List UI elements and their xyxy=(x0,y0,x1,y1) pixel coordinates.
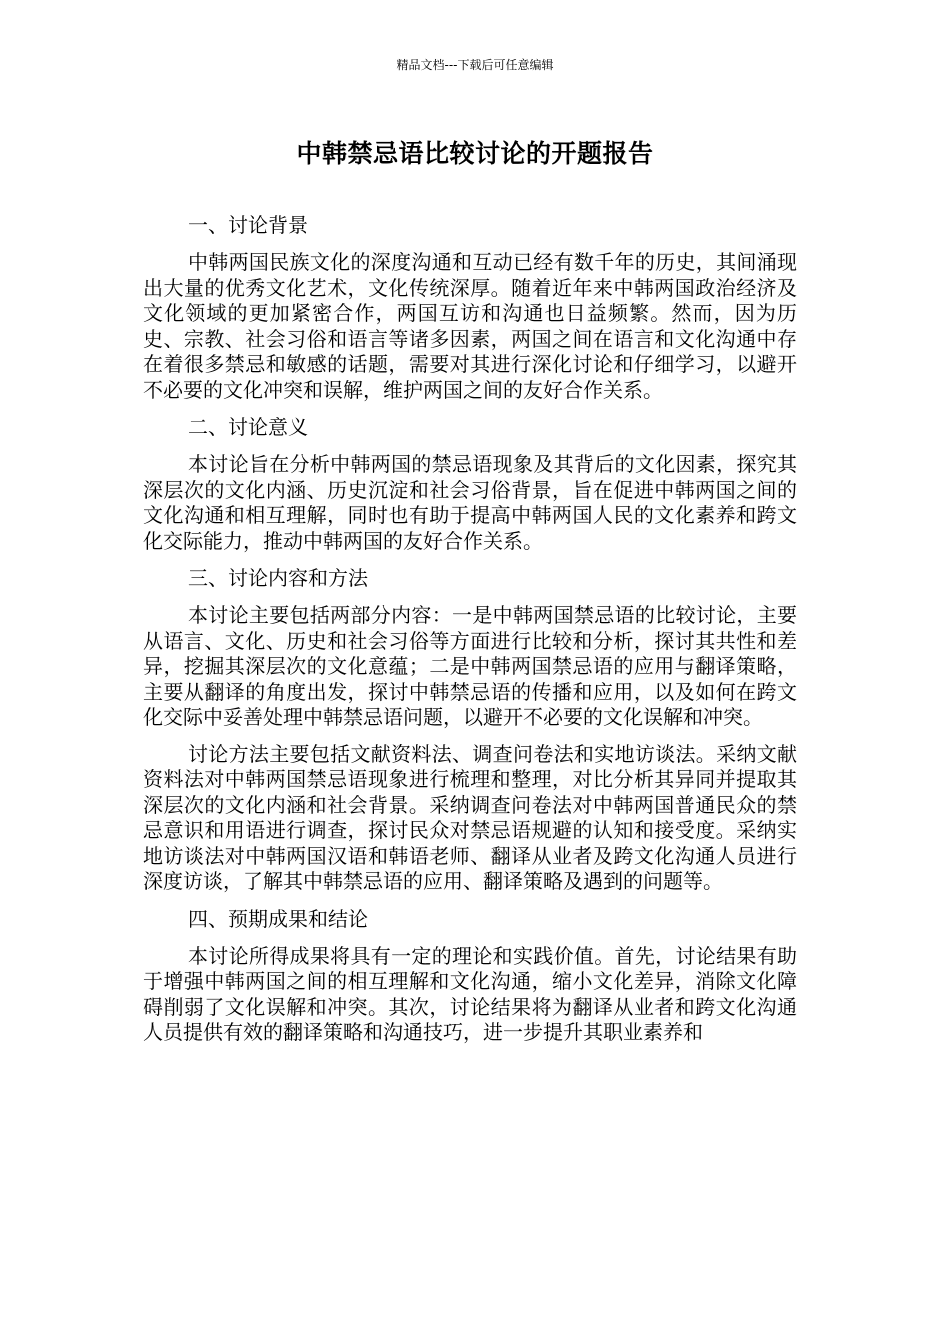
document-title: 中韩禁忌语比较讨论的开题报告 xyxy=(296,139,654,168)
document-body xyxy=(143,212,797,1046)
section-heading-expected-results: 四、预期成果和结论 xyxy=(188,906,368,931)
paragraph-methods: 讨论方法主要包括文献资料法、调查问卷法和实地访谈法。采纳文献资料法对中韩两国禁忌语现象进行梳理和整理，对比分析其异同并提取其深层次的文化内涵和社会背景。采纳调查问卷法对中韩两国普通民众的禁忌意识和用语进行调查，探讨民众对禁忌语规避的认知和接受度。采纳实地访谈法对中韩两国汉语和韩语老师、翻译从业者及跨文化沟通人员进行深度访谈，了解其中韩禁忌语的应用、翻译策略及遇到的问题等。 xyxy=(143,741,797,893)
section-heading-content-methods: 三、讨论内容和方法 xyxy=(188,566,368,590)
paragraph-background: 中韩两国民族文化的深度沟通和互动已经有数千年的历史，其间涌现出大量的优秀文化艺术，文化传统深厚。随着近年来中韩两国政治经济及文化领域的更加紧密合作，两国互访和沟通也日益频繁。然而，因为历史、宗教、社会习俗和语言等诸多因素，两国之间在语言和文化沟通中存在着很多禁忌和敏感的话题，需要对其进行深化讨论和仔细学习，以避开不必要的文化冲突和误解，维护两国之间的友好合作关系。 xyxy=(143,250,797,402)
section-heading-significance: 二、讨论意义 xyxy=(188,415,308,439)
paragraph-content: 本讨论主要包括两部分内容：一是中韩两国禁忌语的比较讨论，主要从语言、文化、历史和社会习俗等方面进行比较和分析，探讨其共性和差异，挖掘其深层次的文化意蕴；二是中韩两国禁忌语的应用与翻译策略，主要从翻译的角度出发，探讨中韩禁忌语的传播和应用，以及如何在跨文化交际中妥善处理中韩禁忌语问题，以避开不必要的文化误解和冲突。 xyxy=(143,603,797,729)
section-heading-background: 一、讨论背景 xyxy=(188,213,308,237)
paragraph-significance: 本讨论旨在分析中韩两国的禁忌语现象及其背后的文化因素，探究其深层次的文化内涵、历史沉淀和社会习俗背景，旨在促进中韩两国之间的文化沟通和相互理解，同时也有助于提高中韩两国人民的文化素养和跨文化交际能力，推动中韩两国的友好合作关系。 xyxy=(143,452,797,553)
paragraph-expected-results: 本讨论所得成果将具有一定的理论和实践价值。首先，讨论结果有助于增强中韩两国之间的相互理解和文化沟通，缩小文化差异，消除文化障碍削弱了文化误解和冲突。其次，讨论结果将为翻译从业者和跨文化沟通人员提供有效的翻译策略和沟通技巧，进一步提升其职业素养和 xyxy=(143,943,797,1044)
header-note: 精品文档---下载后可任意编辑 xyxy=(396,58,554,72)
